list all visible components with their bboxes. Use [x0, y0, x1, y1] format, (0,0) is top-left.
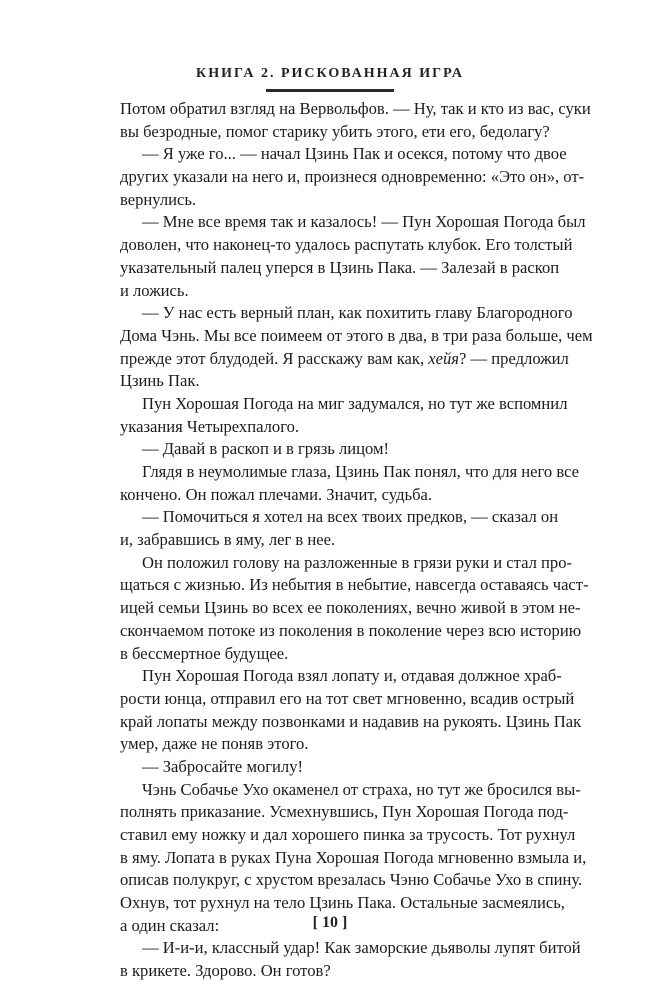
- text-line: Пун Хорошая Погода взял лопату и, отдавая должное храб-: [142, 666, 562, 686]
- text-line: Дома Чэнь. Мы все поимеем от этого в два, в три раза больше, чем: [120, 325, 593, 345]
- text-line: прежде этот блудодей. Я расскажу вам как, хейя? — предложил: [120, 348, 569, 368]
- text-line: вы безродные, помог старику убить этого, ети его, бедолагу?: [120, 121, 550, 141]
- text-line: — И-и-и, классный удар! Как заморские дьяволы лупят битой: [142, 938, 581, 958]
- text-line: и, забравшись в яму, лег в нее.: [120, 530, 336, 550]
- text-line: Он положил голову на разложенные в грязи руки и стал про-: [142, 552, 573, 572]
- text-line: Пун Хорошая Погода на миг задумался, но тут же вспомнил: [142, 393, 568, 413]
- text-line: указания Четырехпалого.: [120, 416, 300, 436]
- text-line: скончаемом потоке из поколения в поколение через всю историю: [120, 620, 582, 640]
- text-line: — У нас есть верный план, как похитить главу Благородного: [142, 303, 573, 323]
- text-line: других указали на него и, произнеся одновременно: «Это он», от-: [120, 167, 585, 187]
- text-line: — Забросайте могилу!: [142, 756, 304, 776]
- text-line: щаться с жизнью. Из небытия в небытие, навсегда оставаясь част-: [120, 575, 589, 595]
- text-line: — Помочиться я хотел на всех твоих предков, — сказал он: [142, 507, 559, 527]
- text-line: доволен, что наконец-то удалось распутать клубок. Его толстый: [120, 235, 573, 255]
- text-line: — Я уже го... — начал Цзинь Пак и осекся, потому что двое: [142, 144, 567, 164]
- text-line: полнять приказание. Усмехнувшись, Пун Хорошая Погода под-: [120, 802, 569, 822]
- text-line: — Давай в раскоп и в грязь лицом!: [142, 439, 390, 459]
- text-line: указательный палец уперся в Цзинь Пака. — Залезай в раскоп: [120, 257, 560, 277]
- text-line: в бессмертное будущее.: [120, 643, 289, 663]
- text-line: — Мне все время так и казалось! — Пун Хорошая Погода был: [142, 212, 586, 232]
- text-line: Потом обратил взгляд на Вервольфов. — Ну, так и кто из вас, суки: [120, 99, 591, 118]
- text-line: кончено. Он пожал плечами. Значит, судьба.: [120, 484, 433, 504]
- head-rule: [266, 89, 394, 92]
- text-line: описав полукруг, с хрустом врезалась Чэню Собачье Ухо в спину.: [120, 870, 583, 890]
- text-line: Чэнь Собачье Ухо окаменел от страха, но тут же бросился вы-: [142, 779, 581, 799]
- text-line: умер, даже не поняв этого.: [120, 734, 309, 754]
- text-line: в яму. Лопата в руках Пуна Хорошая Погода мгновенно взмыла и,: [120, 847, 587, 867]
- text-line: край лопаты между позвонками и надавив на рукоять. Цзинь Пак: [120, 711, 582, 731]
- text-line: рости юнца, отправил его на тот свет мгновенно, всадив острый: [120, 688, 575, 708]
- text-line: а один сказал:: [120, 915, 220, 935]
- text-line: Охнув, тот рухнул на тело Цзинь Пака. Остальные засмеялись,: [120, 893, 565, 913]
- text-line: в крикете. Здорово. Он готов?: [120, 961, 331, 981]
- body-text: [120, 98, 593, 983]
- text-line: и ложись.: [120, 280, 189, 300]
- text-line: Цзинь Пак.: [120, 371, 200, 391]
- running-head: КНИГА 2. РИСКОВАННАЯ ИГРА: [196, 66, 464, 81]
- text-line: ицей семьи Цзинь во всех ее поколениях, вечно живой в этом не-: [120, 598, 581, 618]
- text-line: вернулись.: [120, 189, 197, 209]
- text-line: Глядя в неумолимые глаза, Цзинь Пак понял, что для него все: [142, 462, 580, 481]
- page-number: [ 10 ]: [312, 914, 348, 931]
- text-line: ставил ему ножку и дал хорошего пинка за трусость. Тот рухнул: [120, 825, 576, 844]
